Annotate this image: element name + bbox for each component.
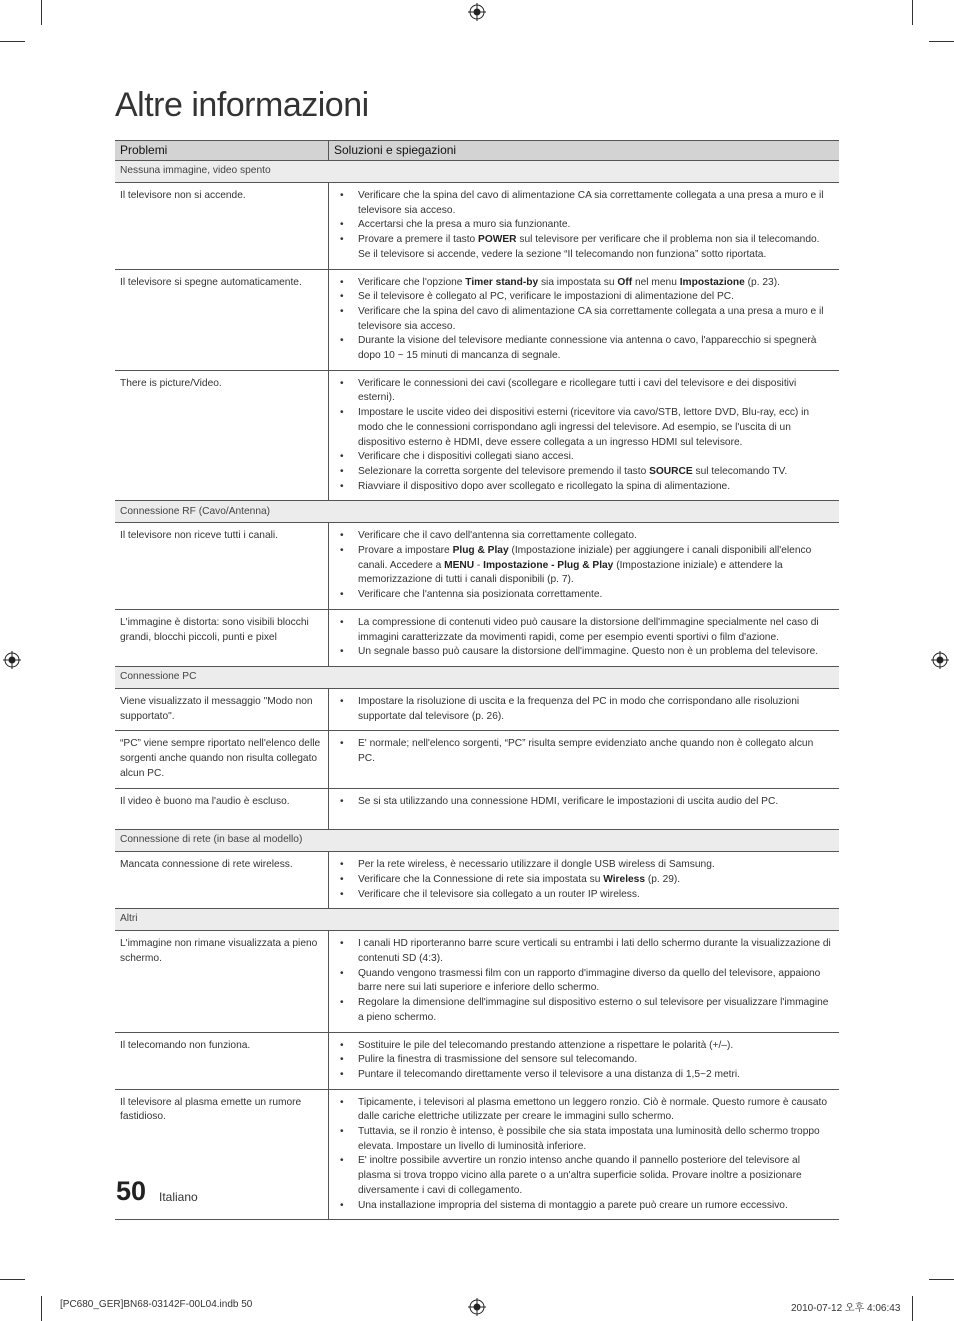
solution-text: E' normale; nell'elenco sorgenti, “PC” risulta sempre evidenziato anche quando non è collegato alcun PC. bbox=[358, 738, 814, 765]
bullet-icon: • bbox=[340, 219, 344, 231]
solution-text: Impostare la risoluzione di uscita e la frequenza del PC in modo che corrispondano alle risoluzioni supportate dal televisore (p. 26). bbox=[358, 695, 800, 722]
table-row bbox=[115, 1089, 839, 1220]
solution-text: Provare a premere il tasto bbox=[358, 234, 479, 246]
solution-item bbox=[335, 1199, 833, 1214]
solution-text: sul televisore per verificare che il problema non sia il telecomando. Se il televisore si accende, vedere la sezione “Il telecomando non funziona” sotto riportata. bbox=[358, 234, 820, 260]
solution-text: Pulire la finestra di trasmissione del sensore sul telecomando. bbox=[358, 1054, 638, 1066]
bullet-icon: • bbox=[340, 465, 344, 477]
bullet-icon: • bbox=[340, 305, 344, 317]
solution-text: sul telecomando TV. bbox=[692, 465, 788, 477]
solution-item bbox=[335, 645, 833, 660]
solution-item bbox=[335, 616, 833, 645]
solution-keyword: POWER bbox=[478, 234, 517, 246]
bullet-icon: • bbox=[340, 695, 344, 707]
problem-cell: There is picture/Video. bbox=[115, 370, 329, 501]
section-title: Nessuna immagine, video spento bbox=[115, 161, 839, 183]
page-number: 50 bbox=[116, 1176, 147, 1206]
table-row bbox=[115, 688, 839, 730]
solution-text: Quando vengono trasmessi film con un rapporto d'immagine diverso da quello del televisore, appaiono barre nere sui lati superiore e inferiore dello schermo. bbox=[358, 967, 821, 994]
section-row bbox=[115, 501, 839, 523]
solution-cell bbox=[329, 609, 840, 666]
solution-text: Selezionare la corretta sorgente del televisore premendo il tasto bbox=[358, 465, 650, 477]
solution-item bbox=[335, 276, 833, 291]
solution-text: Provare a impostare bbox=[358, 545, 453, 557]
solution-list bbox=[335, 858, 833, 902]
section-title: Altri bbox=[115, 909, 839, 931]
solution-cell bbox=[329, 269, 840, 370]
solution-list bbox=[335, 1039, 833, 1083]
crop-mark bbox=[41, 0, 42, 25]
footer-file-info: [PC680_GER]BN68-03142F-00L04.indb 50 bbox=[60, 1299, 253, 1310]
solution-item bbox=[335, 406, 833, 450]
crop-mark bbox=[929, 41, 954, 42]
solution-item bbox=[335, 189, 833, 218]
solution-text: Riavviare il dispositivo dopo aver scollegato e ricollegato la spina di alimentazione. bbox=[358, 480, 731, 492]
footer-timestamp: 2010-07-12 오후 4:06:43 bbox=[791, 1303, 901, 1314]
crop-mark bbox=[41, 1296, 42, 1321]
solution-text: Sostituire le pile del telecomando prestando attenzione a rispettare le polarità (+/–). bbox=[358, 1039, 734, 1051]
registration-mark-icon bbox=[468, 3, 486, 21]
solution-text: Durante la visione del televisore mediante connessione via antenna o cavo, l'apparecchio si spegnerà dopo 10 ~ 15 minuti di mancanza di segnale. bbox=[358, 335, 817, 362]
solution-text: (Impostazione iniziale) e attendere la memorizzazione di tutti i canali disponibili (p. 7). bbox=[358, 559, 783, 586]
solution-text: La compressione di contenuti video può causare la distorsione dell'immagine specialmente nel caso di immagini caratterizzate da movimenti rapidi, come per esempio eventi sportivi o film d'azione. bbox=[358, 616, 819, 643]
page-language: Italiano bbox=[159, 1190, 198, 1204]
solution-text: Un segnale basso può causare la distorsione dell'immagine. Questo non è un problema del televisore. bbox=[358, 646, 819, 658]
problem-cell: Il telecomando non funziona. bbox=[115, 1032, 329, 1089]
problem-cell: Il televisore non riceve tutti i canali. bbox=[115, 523, 329, 610]
solution-item bbox=[335, 218, 833, 233]
solution-item bbox=[335, 588, 833, 603]
solution-item bbox=[335, 888, 833, 903]
bullet-icon: • bbox=[340, 1096, 344, 1108]
solution-text: Impostare le uscite video dei dispositivi esterni (ricevitore via cavo/STB, lettore DVD, Blu-ray, ecc) in modo che le connessioni corrispondano agli ingressi del televisore. Ad esempio, se l'uscita di un dispositivo esterno è HDMI, deve essere collegata a un ingresso HDMI sul televisore. bbox=[358, 407, 810, 448]
solution-list bbox=[335, 189, 833, 263]
solution-list bbox=[335, 937, 833, 1025]
solution-list bbox=[335, 616, 833, 660]
solution-cell bbox=[329, 931, 840, 1032]
bullet-icon: • bbox=[340, 377, 344, 389]
solution-list bbox=[335, 1096, 833, 1214]
table-row bbox=[115, 609, 839, 666]
column-header-problems: Problemi bbox=[115, 141, 329, 161]
bullet-icon: • bbox=[340, 480, 344, 492]
crop-mark bbox=[929, 1279, 954, 1280]
section-row bbox=[115, 909, 839, 931]
solution-list bbox=[335, 737, 833, 766]
solution-text: Tuttavia, se il ronzio è intenso, è possibile che sia stata impostata una luminosità dello schermo troppo elevata. Impostare un livello di luminosità inferiore. bbox=[358, 1126, 820, 1152]
solution-text: Tipicamente, i televisori al plasma emettono un leggero ronzio. Ciò è normale. Questo rumore è causato dalle cariche elettriche utilizzate per creare le immagini sullo schermo. bbox=[358, 1096, 828, 1123]
table-row bbox=[115, 852, 839, 909]
solution-keyword: Off bbox=[617, 276, 633, 288]
crop-mark bbox=[0, 41, 25, 42]
bullet-icon: • bbox=[340, 234, 344, 246]
solution-keyword: Impostazione bbox=[679, 276, 745, 288]
solution-text: (p. 29). bbox=[645, 873, 681, 885]
table-row bbox=[115, 788, 839, 830]
solution-text: (Impostazione iniziale) per aggiungere i canali disponibili all'elenco canali. Accedere a bbox=[358, 545, 812, 571]
bullet-icon: • bbox=[340, 530, 344, 542]
bullet-icon: • bbox=[340, 276, 344, 288]
registration-mark-icon bbox=[468, 1298, 486, 1316]
solution-text: nel menu bbox=[632, 276, 680, 288]
solution-keyword: MENU bbox=[444, 559, 475, 571]
bullet-icon: • bbox=[340, 873, 344, 885]
solution-text: sia impostata su bbox=[538, 276, 618, 288]
bullet-icon: • bbox=[340, 888, 344, 900]
crop-mark bbox=[912, 1296, 913, 1321]
solution-text: Regolare la dimensione dell'immagine sul dispositivo esterno o sul televisore per visualizzare l'immagine a pieno schermo. bbox=[358, 997, 829, 1023]
section-row bbox=[115, 161, 839, 183]
solution-keyword: Timer stand-by bbox=[465, 276, 539, 288]
solution-item bbox=[335, 795, 833, 810]
bullet-icon: • bbox=[340, 795, 344, 807]
problem-cell: L'immagine è distorta: sono visibili blocchi grandi, blocchi piccoli, punti e pixel bbox=[115, 609, 329, 666]
bullet-icon: • bbox=[340, 859, 344, 871]
solution-keyword: Wireless bbox=[603, 873, 646, 885]
solution-list bbox=[335, 695, 833, 724]
solution-item bbox=[335, 1125, 833, 1154]
solution-cell bbox=[329, 688, 840, 730]
solution-item bbox=[335, 544, 833, 588]
crop-mark bbox=[912, 0, 913, 25]
solution-item bbox=[335, 290, 833, 305]
solution-item bbox=[335, 377, 833, 406]
solution-item bbox=[335, 480, 833, 495]
solution-text: Verificare che il televisore sia collegato a un router IP wireless. bbox=[358, 888, 640, 900]
solution-text: Verificare che i dispositivi collegati siano accesi. bbox=[358, 451, 574, 463]
bullet-icon: • bbox=[340, 1199, 344, 1211]
section-title: Connessione RF (Cavo/Antenna) bbox=[115, 501, 839, 523]
problem-cell: Viene visualizzato il messaggio "Modo non supportato". bbox=[115, 688, 329, 730]
bullet-icon: • bbox=[340, 545, 344, 557]
solution-text: Verificare che la Connessione di rete sia impostata su bbox=[358, 873, 604, 885]
solution-text: I canali HD riporteranno barre scure verticali su entrambi i lati dello schermo durante la visualizzazione di contenuti SD (4:3). bbox=[358, 938, 831, 965]
bullet-icon: • bbox=[340, 1068, 344, 1080]
section-title: Connessione di rete (in base al modello) bbox=[115, 830, 839, 852]
troubleshooting-table bbox=[115, 140, 839, 1220]
solution-text: Verificare che la spina del cavo di alimentazione CA sia correttamente collegata a una presa a muro e il televisore sia acceso. bbox=[358, 190, 824, 216]
solution-text: Se si sta utilizzando una connessione HDMI, verificare le impostazioni di uscita audio del PC. bbox=[358, 795, 779, 807]
bullet-icon: • bbox=[340, 335, 344, 347]
solution-text: Verificare che il cavo dell'antenna sia correttamente collegato. bbox=[358, 530, 637, 542]
table-body bbox=[115, 161, 839, 1220]
solution-text: - bbox=[474, 559, 484, 571]
solution-item bbox=[335, 334, 833, 363]
registration-mark-icon bbox=[3, 651, 21, 669]
registration-mark-icon bbox=[931, 651, 949, 669]
table-row bbox=[115, 183, 839, 270]
problem-cell: Mancata connessione di rete wireless. bbox=[115, 852, 329, 909]
solution-text: Verificare che l'antenna sia posizionata correttamente. bbox=[358, 589, 603, 601]
solution-cell bbox=[329, 731, 840, 788]
solution-item bbox=[335, 1039, 833, 1054]
solution-keyword: Impostazione - Plug & Play bbox=[483, 559, 614, 571]
bullet-icon: • bbox=[340, 589, 344, 601]
problem-cell: Il televisore al plasma emette un rumore fastidioso. bbox=[115, 1089, 329, 1220]
solution-cell bbox=[329, 1032, 840, 1089]
bullet-icon: • bbox=[340, 1126, 344, 1138]
bullet-icon: • bbox=[340, 451, 344, 463]
solution-text: Verificare che l'opzione bbox=[358, 276, 466, 288]
solution-text: Una installazione impropria del sistema di montaggio a parete può creare un rumore eccessivo. bbox=[358, 1199, 788, 1211]
bullet-icon: • bbox=[340, 738, 344, 750]
bullet-icon: • bbox=[340, 407, 344, 419]
table-row bbox=[115, 523, 839, 610]
solution-list bbox=[335, 529, 833, 603]
solution-item bbox=[335, 1096, 833, 1125]
table-row bbox=[115, 931, 839, 1032]
section-title: Connessione PC bbox=[115, 666, 839, 688]
table-row bbox=[115, 1032, 839, 1089]
crop-mark bbox=[0, 1279, 25, 1280]
solution-item bbox=[335, 996, 833, 1025]
table-row bbox=[115, 731, 839, 788]
table-header bbox=[115, 141, 839, 161]
solution-item bbox=[335, 465, 833, 480]
solution-list bbox=[335, 795, 833, 810]
bullet-icon: • bbox=[340, 616, 344, 628]
solution-item bbox=[335, 937, 833, 966]
bullet-icon: • bbox=[340, 967, 344, 979]
solution-text: Verificare che la spina del cavo di alimentazione CA sia correttamente collegata a una presa a muro e il televisore sia acceso. bbox=[358, 305, 824, 332]
solution-item bbox=[335, 873, 833, 888]
solution-list bbox=[335, 377, 833, 495]
solution-keyword: Plug & Play bbox=[452, 545, 509, 557]
solution-item bbox=[335, 305, 833, 334]
bullet-icon: • bbox=[340, 1039, 344, 1051]
solution-text: Verificare le connessioni dei cavi (scollegare e ricollegare tutti i cavi del televisore e dei dispositivi esterni). bbox=[358, 377, 797, 404]
solution-list bbox=[335, 276, 833, 364]
bullet-icon: • bbox=[340, 646, 344, 658]
page-title: Altre informazioni bbox=[115, 86, 369, 124]
solution-item bbox=[335, 1053, 833, 1068]
solution-item bbox=[335, 450, 833, 465]
problem-cell: Il televisore si spegne automaticamente. bbox=[115, 269, 329, 370]
solution-item bbox=[335, 858, 833, 873]
problem-cell: L'immagine non rimane visualizzata a pieno schermo. bbox=[115, 931, 329, 1032]
table-row bbox=[115, 370, 839, 501]
solution-text: Per la rete wireless, è necessario utilizzare il dongle USB wireless di Samsung. bbox=[358, 859, 715, 871]
solution-cell bbox=[329, 523, 840, 610]
solution-item bbox=[335, 1154, 833, 1198]
solution-keyword: SOURCE bbox=[649, 465, 693, 477]
solution-item bbox=[335, 529, 833, 544]
column-header-solutions: Soluzioni e spiegazioni bbox=[329, 141, 840, 161]
solution-cell bbox=[329, 788, 840, 830]
section-row bbox=[115, 830, 839, 852]
solution-item bbox=[335, 1068, 833, 1083]
bullet-icon: • bbox=[340, 997, 344, 1009]
problem-cell: “PC” viene sempre riportato nell'elenco delle sorgenti anche quando non risulta collegato alcun PC. bbox=[115, 731, 329, 788]
solution-cell bbox=[329, 183, 840, 270]
solution-cell bbox=[329, 1089, 840, 1220]
solution-text: (p. 23). bbox=[744, 276, 780, 288]
solution-item bbox=[335, 967, 833, 996]
solution-item bbox=[335, 233, 833, 262]
section-row bbox=[115, 666, 839, 688]
problem-cell: Il video è buono ma l'audio è escluso. bbox=[115, 788, 329, 830]
solution-text: Puntare il telecomando direttamente verso il televisore a una distanza di 1,5~2 metri. bbox=[358, 1068, 740, 1080]
table-row bbox=[115, 269, 839, 370]
solution-cell bbox=[329, 852, 840, 909]
solution-cell bbox=[329, 370, 840, 501]
solution-text: E' inoltre possibile avvertire un ronzio intenso anche quando il pannello posteriore del televisore al plasma si trova troppo vicino alla parete o a un'altra superficie solida. Provare inoltre a posizionare diversamente i cavi di collegamento. bbox=[358, 1155, 802, 1196]
solution-item bbox=[335, 737, 833, 766]
solution-item bbox=[335, 695, 833, 724]
problem-cell: Il televisore non si accende. bbox=[115, 183, 329, 270]
bullet-icon: • bbox=[340, 938, 344, 950]
bullet-icon: • bbox=[340, 190, 344, 201]
solution-text: Se il televisore è collegato al PC, verificare le impostazioni di alimentazione del PC. bbox=[358, 291, 734, 303]
bullet-icon: • bbox=[340, 291, 344, 303]
bullet-icon: • bbox=[340, 1054, 344, 1066]
bullet-icon: • bbox=[340, 1155, 344, 1167]
solution-text: Accertarsi che la presa a muro sia funzionante. bbox=[358, 219, 571, 231]
